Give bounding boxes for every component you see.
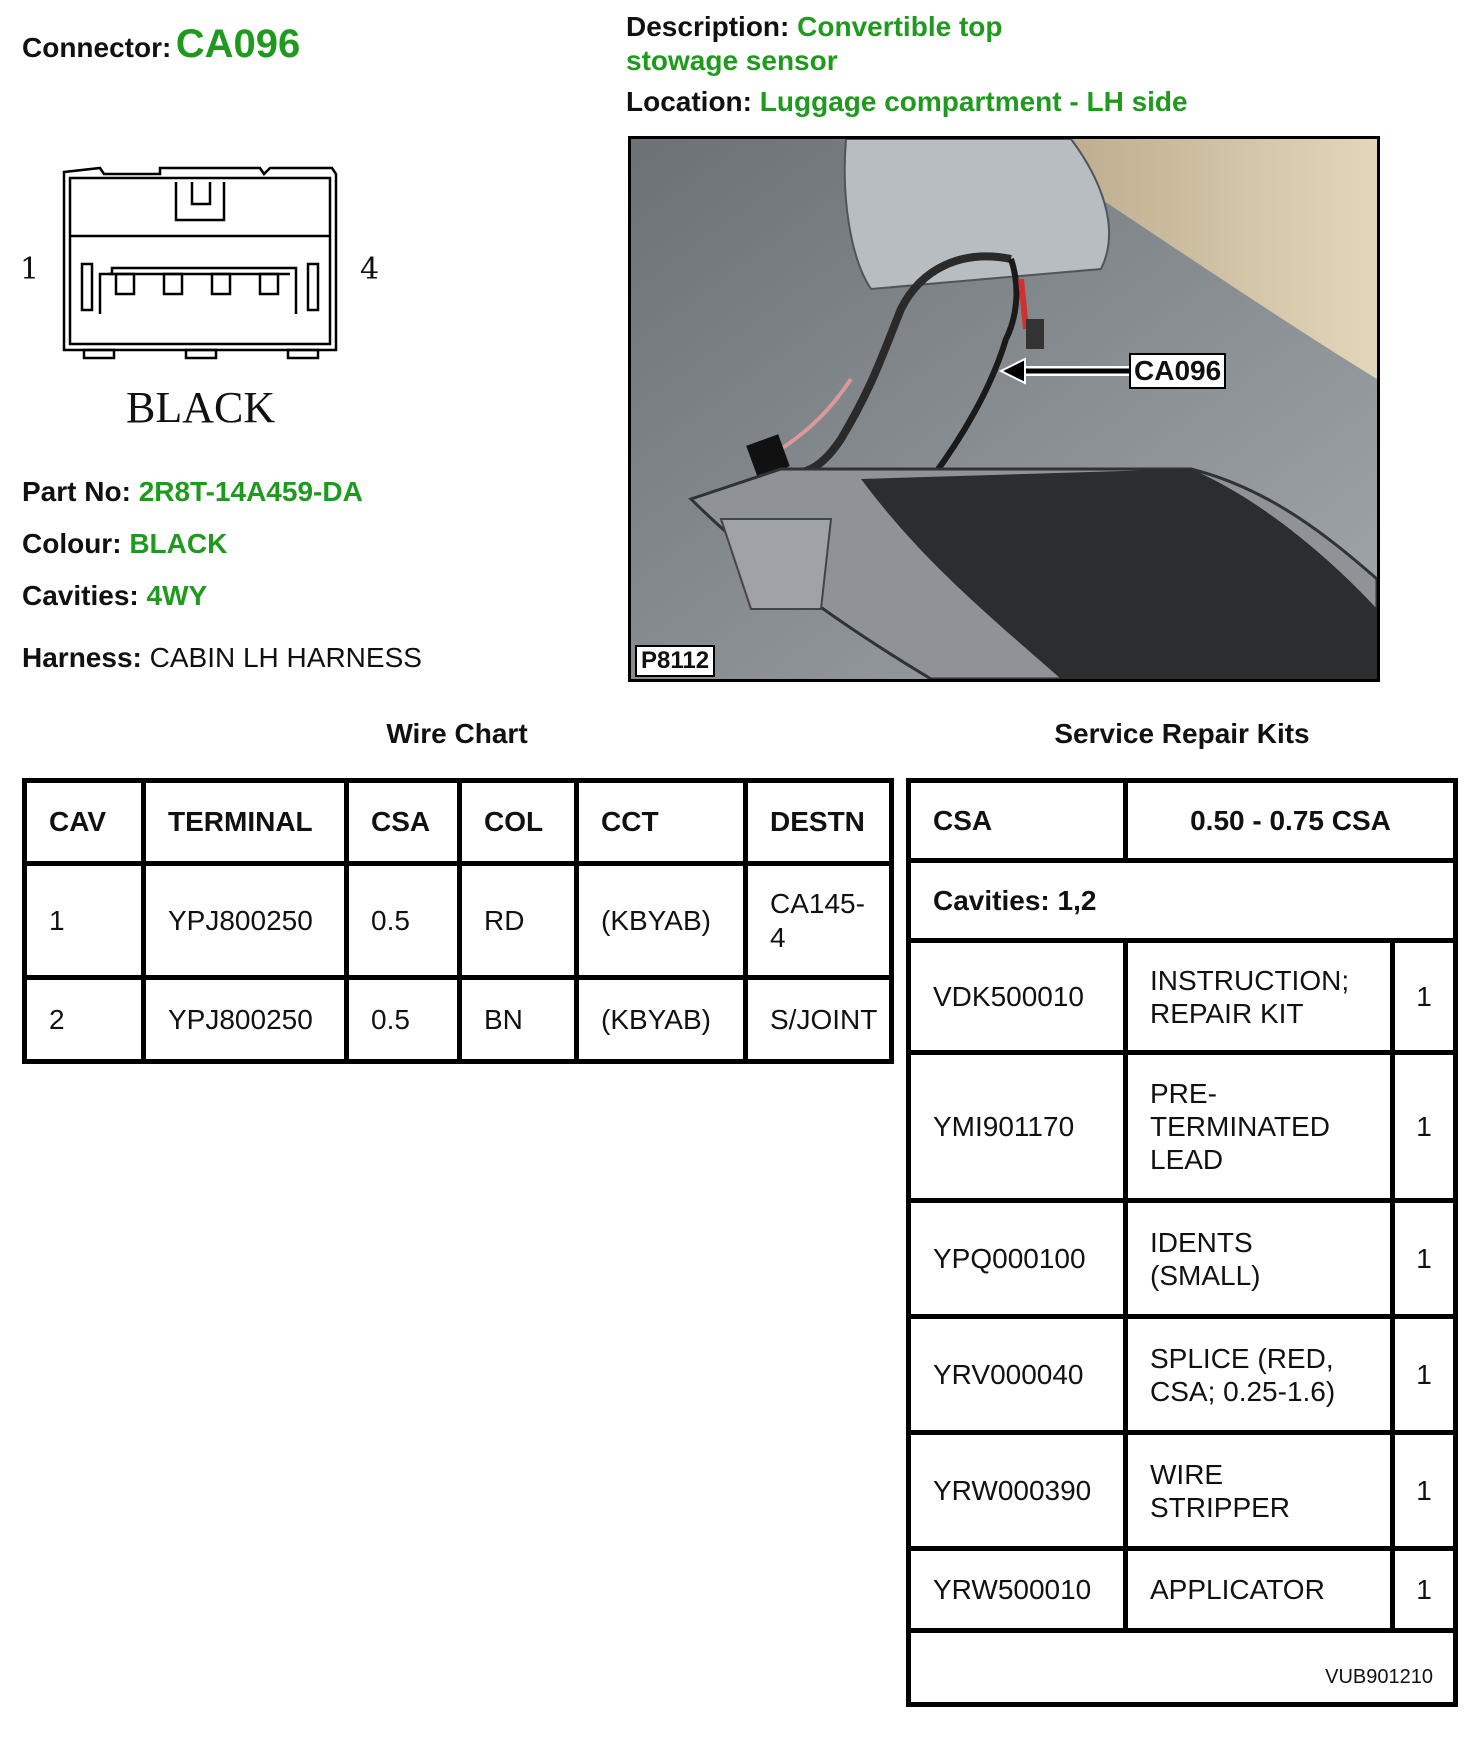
description-label: Description: bbox=[626, 11, 790, 42]
kit-desc-line1: WIRE bbox=[1150, 1458, 1224, 1490]
col-header-cct: CCT bbox=[577, 781, 746, 864]
table-row bbox=[909, 1317, 1456, 1433]
connector-face-drawing bbox=[20, 160, 380, 370]
cavities-value: 4WY bbox=[146, 580, 208, 611]
photo-reference: P8112 bbox=[635, 645, 715, 677]
cell-terminal: YPJ800250 bbox=[144, 978, 347, 1062]
repair-kits-csa-row bbox=[909, 781, 1456, 861]
diagram-colour-caption: BLACK bbox=[126, 383, 276, 432]
table-row bbox=[25, 978, 892, 1062]
description-value-line2: stowage sensor bbox=[626, 45, 838, 76]
repair-kits-cavities-row bbox=[909, 861, 1456, 941]
cell-cct: (KBYAB) bbox=[577, 864, 746, 978]
repair-kits-table bbox=[906, 778, 1458, 1707]
kit-desc-line2: STRIPPER bbox=[1150, 1491, 1291, 1523]
kit-qty-cell: 1 bbox=[1393, 1201, 1456, 1317]
table-row bbox=[909, 1201, 1456, 1317]
kit-desc-line1: SPLICE (RED, bbox=[1150, 1342, 1334, 1374]
kit-desc-cell: APPLICATOR bbox=[1126, 1549, 1393, 1631]
kit-desc-cell bbox=[1126, 1053, 1393, 1201]
kit-part-cell: YRW000390 bbox=[909, 1433, 1126, 1549]
destn-line2: 4 bbox=[770, 921, 786, 953]
cell-cav: 2 bbox=[25, 978, 144, 1062]
kit-qty-cell: 1 bbox=[1393, 1053, 1456, 1201]
part-number-row bbox=[22, 476, 363, 508]
connector-diagram bbox=[20, 160, 380, 430]
photo-illustration bbox=[631, 139, 1377, 679]
kit-desc-line2: CSA; 0.25-1.6) bbox=[1150, 1375, 1336, 1407]
csa-label-cell: CSA bbox=[909, 781, 1126, 861]
kit-qty-cell: 1 bbox=[1393, 941, 1456, 1053]
kit-qty-cell: 1 bbox=[1393, 1317, 1456, 1433]
colour-value: BLACK bbox=[129, 528, 228, 559]
colour-label: Colour: bbox=[22, 528, 122, 559]
kit-desc-cell bbox=[1126, 1433, 1393, 1549]
table-row bbox=[909, 941, 1456, 1053]
wire-chart-header-row bbox=[25, 781, 892, 864]
location-value: Luggage compartment - LH side bbox=[759, 86, 1188, 117]
pin-number-left: 1 bbox=[20, 252, 40, 287]
cell-destn: S/JOINT bbox=[746, 978, 892, 1062]
description-value-line1: Convertible top bbox=[797, 11, 1003, 42]
col-header-terminal: TERMINAL bbox=[144, 781, 347, 864]
cell-terminal: YPJ800250 bbox=[144, 864, 347, 978]
footer-reference: VUB901210 bbox=[909, 1631, 1456, 1705]
kit-desc-line2: REPAIR KIT bbox=[1150, 997, 1304, 1029]
pin-number-right: 4 bbox=[360, 252, 380, 287]
table-row bbox=[909, 1053, 1456, 1201]
table-row bbox=[909, 1549, 1456, 1631]
photo-callout-label: CA096 bbox=[1129, 353, 1226, 389]
wire-chart-title: Wire Chart bbox=[386, 718, 528, 749]
kit-part-cell: YMI901170 bbox=[909, 1053, 1126, 1201]
kit-desc-line3: LEAD bbox=[1150, 1144, 1224, 1175]
kit-part-cell: YPQ000100 bbox=[909, 1201, 1126, 1317]
cell-csa: 0.5 bbox=[347, 864, 460, 978]
part-number-label: Part No: bbox=[22, 476, 131, 507]
table-row bbox=[25, 864, 892, 978]
kit-desc-line1: IDENTS bbox=[1150, 1226, 1253, 1258]
col-header-destn: DESTN bbox=[746, 781, 892, 864]
cavities-row bbox=[22, 580, 207, 612]
csa-value-cell: 0.50 - 0.75 CSA bbox=[1126, 781, 1456, 861]
harness-row bbox=[22, 642, 422, 674]
kit-desc-line1: INSTRUCTION; bbox=[1150, 964, 1350, 996]
col-header-csa: CSA bbox=[347, 781, 460, 864]
description-block bbox=[626, 10, 1002, 78]
wire-chart-table bbox=[22, 778, 894, 1064]
location-block bbox=[626, 86, 1188, 118]
location-photo bbox=[628, 136, 1380, 682]
cell-cav: 1 bbox=[25, 864, 144, 978]
colour-row bbox=[22, 528, 227, 560]
repair-kits-title: Service Repair Kits bbox=[1054, 718, 1310, 749]
col-header-cav: CAV bbox=[25, 781, 144, 864]
kit-part-cell: YRW500010 bbox=[909, 1549, 1126, 1631]
connector-label: Connector: bbox=[22, 32, 172, 63]
kit-qty-cell: 1 bbox=[1393, 1433, 1456, 1549]
connector-id: CA096 bbox=[175, 22, 301, 66]
kit-desc-cell bbox=[1126, 1201, 1393, 1317]
kit-desc-line1: PRE- bbox=[1150, 1078, 1217, 1109]
cell-destn bbox=[746, 864, 892, 978]
connector-heading bbox=[22, 22, 300, 67]
kit-desc-cell bbox=[1126, 941, 1393, 1053]
repair-kits-footer-row bbox=[909, 1631, 1456, 1705]
cell-col: BN bbox=[460, 978, 577, 1062]
kit-desc-line2: (SMALL) bbox=[1150, 1259, 1261, 1291]
location-label: Location: bbox=[626, 86, 752, 117]
cell-cct: (KBYAB) bbox=[577, 978, 746, 1062]
harness-label: Harness: bbox=[22, 642, 142, 673]
table-row bbox=[909, 1433, 1456, 1549]
kit-part-cell: VDK500010 bbox=[909, 941, 1126, 1053]
destn-line1: CA145- bbox=[770, 887, 865, 919]
cavities-label: Cavities: bbox=[22, 580, 139, 611]
col-header-col: COL bbox=[460, 781, 577, 864]
cell-col: RD bbox=[460, 864, 577, 978]
kit-qty-cell: 1 bbox=[1393, 1549, 1456, 1631]
kit-desc-cell bbox=[1126, 1317, 1393, 1433]
part-number-value: 2R8T-14A459-DA bbox=[138, 476, 363, 507]
cavities-cell: Cavities: 1,2 bbox=[909, 861, 1456, 941]
kit-part-cell: YRV000040 bbox=[909, 1317, 1126, 1433]
kit-desc-line2: TERMINATED bbox=[1150, 1111, 1330, 1142]
cell-csa: 0.5 bbox=[347, 978, 460, 1062]
harness-value: CABIN LH HARNESS bbox=[149, 642, 422, 673]
